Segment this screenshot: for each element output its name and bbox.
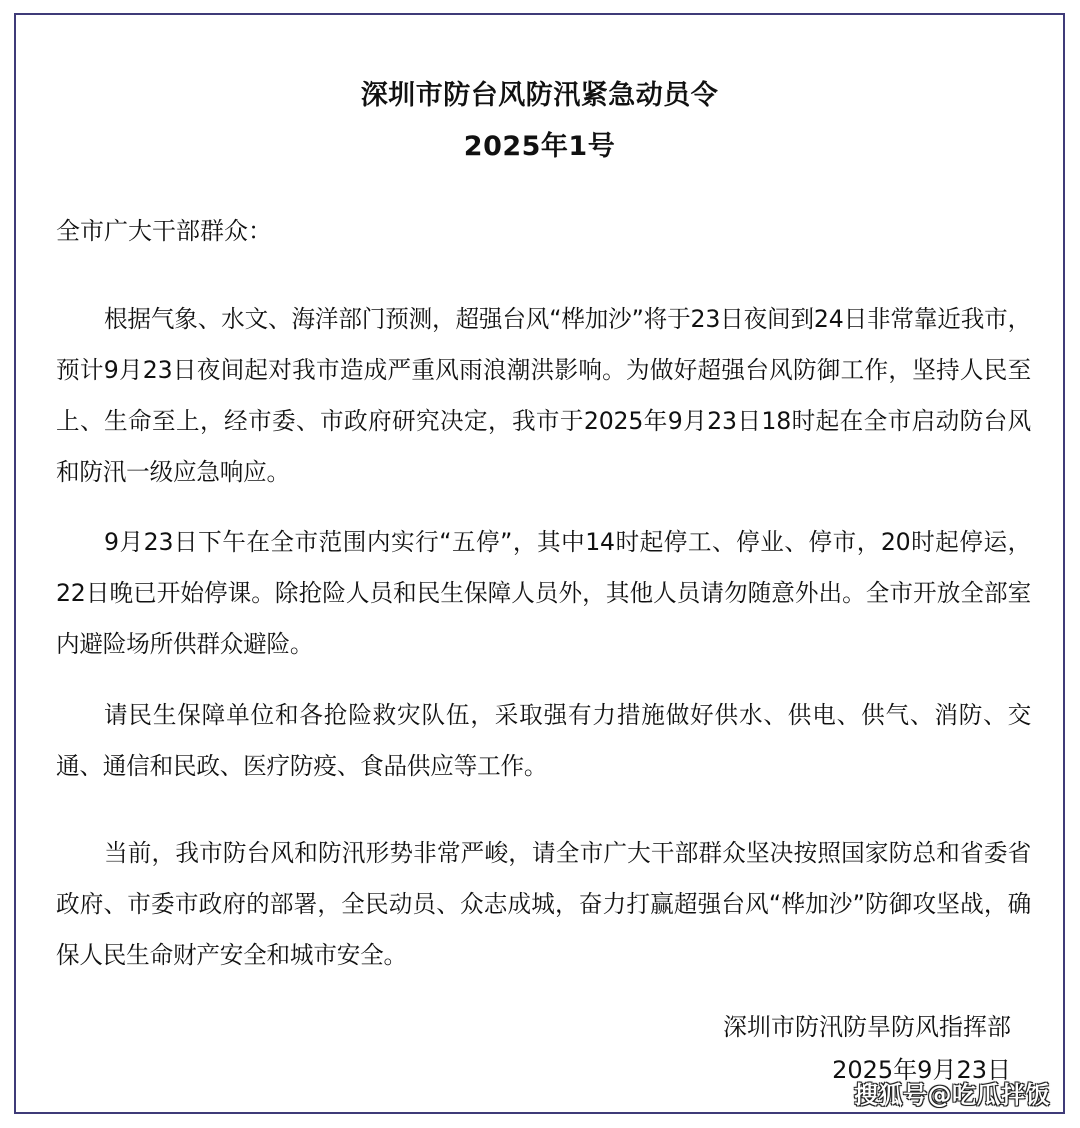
document-number: 2025年1号 [463,131,616,162]
source-watermark: 搜狐号@吃瓜拌饭 [854,1081,1050,1109]
paragraph-five-stops: 9月23日下午在全市范围内实行“五停”，其中14时起停工、停业、停市，20时起停运，22日晚已开始停课。除抢险人员和民生保障人员外，其他人员请勿随意外出。全市开放全部室内避险场所供群众避险。 [56,528,1031,658]
document-frame [14,13,1065,1114]
paragraph-public-services: 请民生保障单位和各抢险救灾队伍，采取强有力措施做好供水、供电、供气、消防、交通、通信和民政、医疗防疫、食品供应等工作。 [56,701,1031,780]
document-title: 深圳市防台风防汛紧急动员令 [360,80,719,111]
paragraph-forecast-response: 根据气象、水文、海洋部门预测，超强台风“桦加沙”将于23日夜间到24日非常靠近我市，预计9月23日夜间起对我市造成严重风雨浪潮洪影响。为做好超强台风防御工作，坚持人民至上、生命至上，经市委、市政府研究决定，我市于2025年9月23日18时起在全市启动防台风和防汛一级应急响应。 [56,305,1031,486]
salutation: 全市广大干部群众： [56,217,272,245]
signature-date: 2025年9月23日 [832,1056,1011,1084]
paragraph-mobilization-call: 当前，我市防台风和防汛形势非常严峻，请全市广大干部群众坚决按照国家防总和省委省政府、市委市政府的部署，全民动员、众志成城，奋力打赢超强台风“桦加沙”防御攻坚战，确保人民生命财产安全和城市安全。 [56,839,1031,969]
signature-organization: 深圳市防汛防旱防风指挥部 [723,1013,1011,1041]
